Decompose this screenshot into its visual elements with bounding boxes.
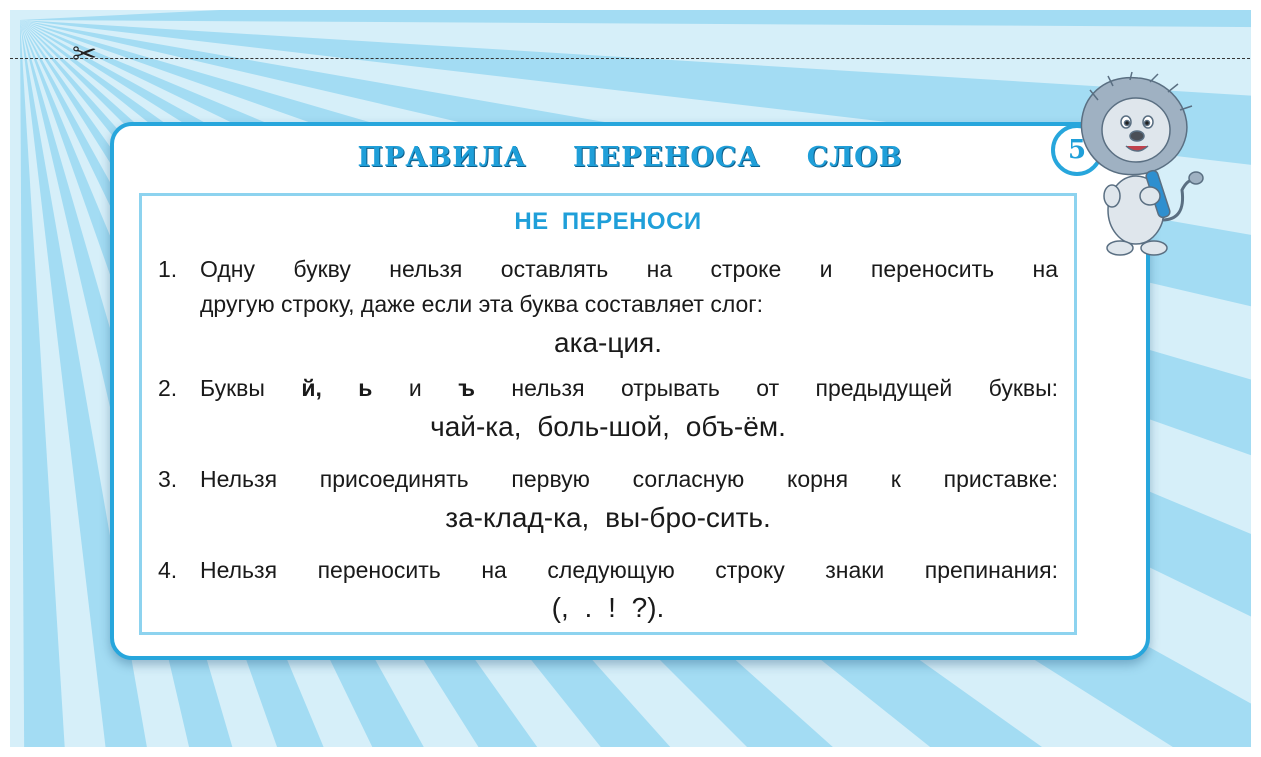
rule-number: 2. bbox=[158, 375, 178, 401]
rule-example: чай-ка, боль-шой, объ-ём. bbox=[430, 411, 786, 442]
rule-text-line2: другую строку, даже если эта буква составляет слог: bbox=[200, 291, 764, 317]
rule-text bbox=[200, 371, 1058, 406]
rule-text: Нельзя присоединять первую согласную корня к приставке: bbox=[200, 466, 1058, 492]
rule-text-part: и bbox=[408, 375, 422, 401]
rule-2 bbox=[158, 371, 1058, 406]
lion-mascot-icon bbox=[1068, 70, 1208, 265]
rule-text-line1: Одну букву нельзя оставлять на строке и переносить на bbox=[200, 256, 1058, 282]
rule-letters: й, ь bbox=[301, 375, 373, 401]
rule-example: за-клад-ка, вы-бро-сить. bbox=[445, 502, 771, 533]
rule-1 bbox=[158, 252, 1058, 322]
rule-number: 3. bbox=[158, 466, 178, 492]
rules-subtitle: НЕ ПЕРЕНОСИ bbox=[514, 208, 702, 235]
cut-line bbox=[10, 58, 1250, 59]
rule-text-part: нельзя отрывать от предыдущей буквы: bbox=[511, 375, 1059, 401]
rule-number: 1. bbox=[158, 256, 178, 282]
scissors-icon: ✂ bbox=[72, 37, 98, 72]
page-title: ПРАВИЛА ПЕРЕНОСА СЛОВ bbox=[357, 142, 903, 173]
rule-number: 4. bbox=[158, 557, 178, 583]
rule-text: Нельзя переносить на следующую строку знаки препинания: bbox=[200, 557, 1058, 583]
rules-box bbox=[139, 193, 1077, 635]
page-number-badge: 5 bbox=[1051, 124, 1103, 176]
rule-example: (, . ! ?). bbox=[551, 592, 665, 623]
rule-example: ака-ция. bbox=[554, 327, 662, 358]
rule-letter: ъ bbox=[458, 375, 475, 401]
rule-3 bbox=[158, 462, 1058, 497]
rule-4 bbox=[158, 553, 1058, 588]
rule-text-part: Буквы bbox=[200, 375, 265, 401]
